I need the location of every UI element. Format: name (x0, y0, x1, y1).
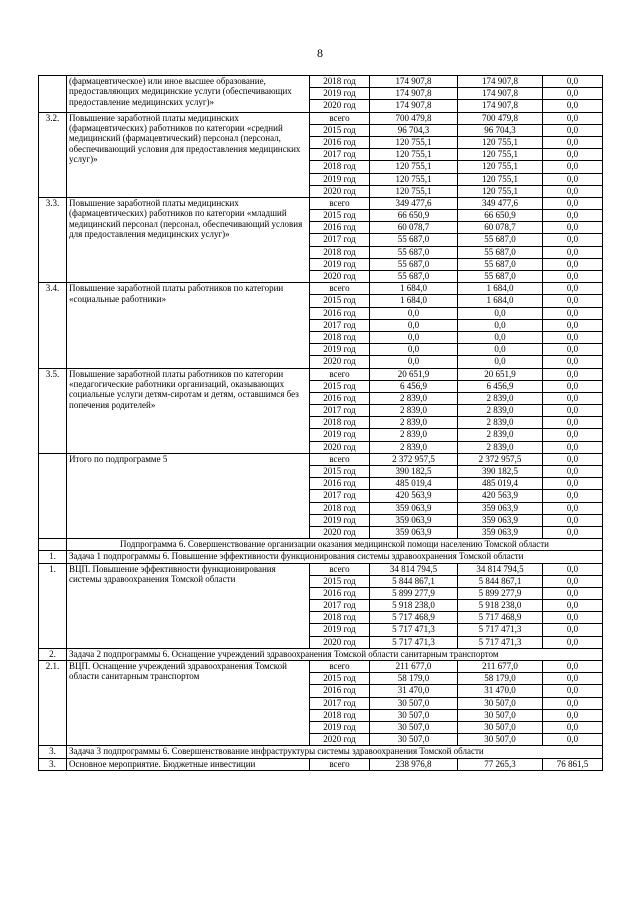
total-value: 0,0 (370, 319, 458, 331)
regional-value: 66 650,9 (458, 210, 543, 222)
item-name: Повышение заработной платы медицинских (фармацевтических) работников по категории «средний медицинский (фармацевтический) персонал (персонал, обеспечивающий условия для предоставления медицинских услуг)» (67, 112, 310, 197)
other-value: 0,0 (543, 709, 603, 721)
row-number: 3. (39, 746, 67, 758)
other-value: 0,0 (543, 587, 603, 599)
other-value: 0,0 (543, 295, 603, 307)
other-value: 0,0 (543, 124, 603, 136)
other-value: 0,0 (543, 405, 603, 417)
regional-value: 120 755,1 (458, 149, 543, 161)
total-value: 174 907,8 (370, 76, 458, 88)
row-number: 1. (39, 551, 67, 563)
year-cell: 2018 год (310, 417, 370, 429)
regional-value: 359 063,9 (458, 514, 543, 526)
year-cell: 2017 год (310, 490, 370, 502)
section-title: Задача 1 подпрограммы 6. Повышение эффективности функционирования системы здравоохранения Томской области (67, 551, 603, 563)
year-cell: 2020 год (310, 185, 370, 197)
year-cell: 2016 год (310, 222, 370, 234)
year-cell: 2017 год (310, 405, 370, 417)
year-cell: всего (310, 112, 370, 124)
total-value: 0,0 (370, 331, 458, 343)
other-value: 0,0 (543, 185, 603, 197)
year-cell: 2019 год (310, 88, 370, 100)
regional-value: 30 507,0 (458, 709, 543, 721)
year-cell: 2019 год (310, 173, 370, 185)
total-value: 30 507,0 (370, 709, 458, 721)
year-cell: всего (310, 563, 370, 575)
year-cell: 2020 год (310, 526, 370, 538)
total-value: 5 844 867,1 (370, 575, 458, 587)
total-value: 120 755,1 (370, 173, 458, 185)
other-value: 0,0 (543, 514, 603, 526)
total-value: 359 063,9 (370, 514, 458, 526)
table-row (39, 661, 603, 673)
item-name: Итого по подпрограмме 5 (67, 453, 310, 538)
total-value: 5 717 468,9 (370, 612, 458, 624)
total-value: 96 704,3 (370, 124, 458, 136)
year-cell: всего (310, 661, 370, 673)
total-value: 55 687,0 (370, 258, 458, 270)
other-value: 76 861,5 (543, 758, 603, 770)
regional-value: 120 755,1 (458, 185, 543, 197)
total-value: 30 507,0 (370, 721, 458, 733)
regional-value: 58 179,0 (458, 673, 543, 685)
regional-value: 2 839,0 (458, 441, 543, 453)
other-value: 0,0 (543, 112, 603, 124)
other-value: 0,0 (543, 234, 603, 246)
regional-value: 30 507,0 (458, 734, 543, 746)
total-value: 0,0 (370, 307, 458, 319)
row-number: 3. (39, 758, 67, 770)
other-value: 0,0 (543, 246, 603, 258)
year-cell: 2015 год (310, 295, 370, 307)
row-number (39, 539, 67, 551)
year-cell: всего (310, 197, 370, 209)
regional-value: 2 839,0 (458, 405, 543, 417)
year-cell: 2019 год (310, 258, 370, 270)
table-row (39, 197, 603, 209)
other-value: 0,0 (543, 600, 603, 612)
other-value: 0,0 (543, 283, 603, 295)
regional-value: 2 839,0 (458, 392, 543, 404)
regional-value: 174 907,8 (458, 88, 543, 100)
regional-value: 359 063,9 (458, 502, 543, 514)
other-value: 0,0 (543, 661, 603, 673)
other-value: 0,0 (543, 453, 603, 465)
total-value: 120 755,1 (370, 185, 458, 197)
row-number: 3.3. (39, 197, 67, 282)
year-cell: 2016 год (310, 392, 370, 404)
regional-value: 120 755,1 (458, 136, 543, 148)
total-value: 34 814 794,5 (370, 563, 458, 575)
year-cell: 2020 год (310, 271, 370, 283)
other-value: 0,0 (543, 197, 603, 209)
section-row (39, 539, 603, 551)
regional-value: 120 755,1 (458, 173, 543, 185)
regional-value: 211 677,0 (458, 661, 543, 673)
regional-value: 420 563,9 (458, 490, 543, 502)
total-value: 2 839,0 (370, 417, 458, 429)
other-value: 0,0 (543, 673, 603, 685)
other-value: 0,0 (543, 222, 603, 234)
other-value: 0,0 (543, 173, 603, 185)
year-cell: 2016 год (310, 478, 370, 490)
year-cell: 2020 год (310, 100, 370, 112)
total-value: 390 182,5 (370, 466, 458, 478)
table-row (39, 283, 603, 295)
other-value: 0,0 (543, 636, 603, 648)
other-value: 0,0 (543, 490, 603, 502)
regional-value: 1 684,0 (458, 295, 543, 307)
regional-value: 2 372 957,5 (458, 453, 543, 465)
other-value: 0,0 (543, 721, 603, 733)
regional-value: 55 687,0 (458, 246, 543, 258)
total-value: 238 976,8 (370, 758, 458, 770)
row-number: 1. (39, 563, 67, 648)
other-value: 0,0 (543, 149, 603, 161)
total-value: 5 717 471,3 (370, 624, 458, 636)
regional-value: 120 755,1 (458, 161, 543, 173)
other-value: 0,0 (543, 161, 603, 173)
item-name: Основное мероприятие. Бюджетные инвестиции (67, 758, 310, 770)
row-number (39, 76, 67, 113)
table-row (39, 76, 603, 88)
item-name: Повышение заработной платы медицинских (фармацевтических) работников по категории «младший медицинский персонал (персонал, обеспечивающий условия для предоставления медицинских услуг)» (67, 197, 310, 282)
other-value: 0,0 (543, 380, 603, 392)
total-value: 66 650,9 (370, 210, 458, 222)
total-value: 174 907,8 (370, 88, 458, 100)
regional-value: 34 814 794,5 (458, 563, 543, 575)
year-cell: 2017 год (310, 234, 370, 246)
regional-value: 5 717 471,3 (458, 636, 543, 648)
regional-value: 390 182,5 (458, 466, 543, 478)
total-value: 120 755,1 (370, 161, 458, 173)
regional-value: 0,0 (458, 319, 543, 331)
other-value: 0,0 (543, 466, 603, 478)
year-cell: 2018 год (310, 709, 370, 721)
section-title: Задача 2 подпрограммы 6. Оснащение учреждений здравоохранения Томской области санитарным транспортом (67, 648, 603, 660)
total-value: 349 477,6 (370, 197, 458, 209)
total-value: 359 063,9 (370, 502, 458, 514)
other-value: 0,0 (543, 526, 603, 538)
row-number: 2. (39, 648, 67, 660)
total-value: 120 755,1 (370, 149, 458, 161)
regional-value: 30 507,0 (458, 721, 543, 733)
year-cell: 2020 год (310, 636, 370, 648)
regional-value: 5 918 238,0 (458, 600, 543, 612)
budget-table (38, 75, 603, 771)
row-number: 3.4. (39, 283, 67, 368)
year-cell: 2019 год (310, 721, 370, 733)
regional-value: 2 839,0 (458, 417, 543, 429)
item-name: (фармацевтическое) или иное высшее образование, предоставляющих медицинские услуги (обеспечивающих предоставление медицинских услуг)» (67, 76, 310, 113)
total-value: 0,0 (370, 356, 458, 368)
total-value: 55 687,0 (370, 271, 458, 283)
regional-value: 55 687,0 (458, 271, 543, 283)
total-value: 700 479,8 (370, 112, 458, 124)
year-cell: всего (310, 758, 370, 770)
total-value: 5 899 277,9 (370, 587, 458, 599)
row-number: 3.5. (39, 368, 67, 453)
section-row (39, 648, 603, 660)
other-value: 0,0 (543, 697, 603, 709)
other-value: 0,0 (543, 319, 603, 331)
other-value: 0,0 (543, 734, 603, 746)
total-value: 5 918 238,0 (370, 600, 458, 612)
year-cell: 2018 год (310, 612, 370, 624)
regional-value: 0,0 (458, 344, 543, 356)
regional-value: 174 907,8 (458, 100, 543, 112)
other-value: 0,0 (543, 344, 603, 356)
regional-value: 5 717 471,3 (458, 624, 543, 636)
regional-value: 5 899 277,9 (458, 587, 543, 599)
other-value: 0,0 (543, 76, 603, 88)
other-value: 0,0 (543, 307, 603, 319)
year-cell: 2016 год (310, 136, 370, 148)
other-value: 0,0 (543, 563, 603, 575)
year-cell: 2016 год (310, 307, 370, 319)
total-value: 5 717 471,3 (370, 636, 458, 648)
item-name: ВЦП. Повышение эффективности функционирования системы здравоохранения Томской области (67, 563, 310, 648)
regional-value: 485 019,4 (458, 478, 543, 490)
regional-value: 20 651,9 (458, 368, 543, 380)
other-value: 0,0 (543, 331, 603, 343)
year-cell: 2016 год (310, 587, 370, 599)
total-value: 55 687,0 (370, 234, 458, 246)
other-value: 0,0 (543, 88, 603, 100)
total-value: 120 755,1 (370, 136, 458, 148)
other-value: 0,0 (543, 624, 603, 636)
regional-value: 700 479,8 (458, 112, 543, 124)
other-value: 0,0 (543, 612, 603, 624)
regional-value: 31 470,0 (458, 685, 543, 697)
other-value: 0,0 (543, 210, 603, 222)
year-cell: 2015 год (310, 575, 370, 587)
other-value: 0,0 (543, 685, 603, 697)
other-value: 0,0 (543, 441, 603, 453)
regional-value: 0,0 (458, 331, 543, 343)
year-cell: 2015 год (310, 124, 370, 136)
other-value: 0,0 (543, 417, 603, 429)
table-row (39, 112, 603, 124)
regional-value: 0,0 (458, 356, 543, 368)
year-cell: 2015 год (310, 210, 370, 222)
regional-value: 96 704,3 (458, 124, 543, 136)
section-row (39, 551, 603, 563)
other-value: 0,0 (543, 136, 603, 148)
section-title: Подпрограмма 6. Совершенствование организации оказания медицинской помощи населению Томской области (67, 539, 603, 551)
other-value: 0,0 (543, 356, 603, 368)
table-row (39, 758, 603, 770)
row-number (39, 453, 67, 538)
other-value: 0,0 (543, 502, 603, 514)
year-cell: 2017 год (310, 600, 370, 612)
total-value: 6 456,9 (370, 380, 458, 392)
section-title: Задача 3 подпрограммы 6. Совершенствование инфраструктуры системы здравоохранения Томской области (67, 746, 603, 758)
other-value: 0,0 (543, 258, 603, 270)
total-value: 58 179,0 (370, 673, 458, 685)
year-cell: 2018 год (310, 246, 370, 258)
total-value: 359 063,9 (370, 526, 458, 538)
year-cell: 2015 год (310, 466, 370, 478)
regional-value: 0,0 (458, 307, 543, 319)
row-number: 3.2. (39, 112, 67, 197)
table-row (39, 368, 603, 380)
total-value: 55 687,0 (370, 246, 458, 258)
regional-value: 349 477,6 (458, 197, 543, 209)
total-value: 2 372 957,5 (370, 453, 458, 465)
other-value: 0,0 (543, 392, 603, 404)
item-name: Повышение заработной платы работников по категории «педагогические работники организаций, оказывающих социальные услуги детям-сиротам и детям, оставшимся без попечения родителей» (67, 368, 310, 453)
year-cell: 2016 год (310, 685, 370, 697)
other-value: 0,0 (543, 271, 603, 283)
total-value: 30 507,0 (370, 734, 458, 746)
total-value: 20 651,9 (370, 368, 458, 380)
other-value: 0,0 (543, 429, 603, 441)
total-value: 174 907,8 (370, 100, 458, 112)
regional-value: 55 687,0 (458, 234, 543, 246)
year-cell: 2018 год (310, 161, 370, 173)
year-cell: 2020 год (310, 441, 370, 453)
total-value: 2 839,0 (370, 429, 458, 441)
year-cell: всего (310, 283, 370, 295)
regional-value: 5 844 867,1 (458, 575, 543, 587)
year-cell: 2020 год (310, 356, 370, 368)
other-value: 0,0 (543, 368, 603, 380)
regional-value: 5 717 468,9 (458, 612, 543, 624)
year-cell: 2018 год (310, 76, 370, 88)
year-cell: 2017 год (310, 149, 370, 161)
year-cell: всего (310, 368, 370, 380)
year-cell: 2019 год (310, 429, 370, 441)
year-cell: 2019 год (310, 344, 370, 356)
regional-value: 1 684,0 (458, 283, 543, 295)
year-cell: 2015 год (310, 673, 370, 685)
regional-value: 6 456,9 (458, 380, 543, 392)
total-value: 0,0 (370, 344, 458, 356)
year-cell: 2020 год (310, 734, 370, 746)
year-cell: всего (310, 453, 370, 465)
regional-value: 174 907,8 (458, 76, 543, 88)
row-number: 2.1. (39, 661, 67, 746)
total-value: 2 839,0 (370, 392, 458, 404)
year-cell: 2019 год (310, 514, 370, 526)
total-value: 1 684,0 (370, 283, 458, 295)
regional-value: 359 063,9 (458, 526, 543, 538)
regional-value: 77 265,3 (458, 758, 543, 770)
page-number: 8 (317, 46, 323, 60)
year-cell: 2015 год (310, 380, 370, 392)
regional-value: 60 078,7 (458, 222, 543, 234)
total-value: 2 839,0 (370, 441, 458, 453)
total-value: 485 019,4 (370, 478, 458, 490)
total-value: 60 078,7 (370, 222, 458, 234)
regional-value: 55 687,0 (458, 258, 543, 270)
total-value: 31 470,0 (370, 685, 458, 697)
item-name: ВЦП. Оснащение учреждений здравоохранения Томской области санитарным транспортом (67, 661, 310, 746)
total-value: 2 839,0 (370, 405, 458, 417)
year-cell: 2018 год (310, 502, 370, 514)
year-cell: 2019 год (310, 624, 370, 636)
other-value: 0,0 (543, 478, 603, 490)
other-value: 0,0 (543, 100, 603, 112)
section-row (39, 746, 603, 758)
year-cell: 2017 год (310, 697, 370, 709)
other-value: 0,0 (543, 575, 603, 587)
year-cell: 2017 год (310, 319, 370, 331)
regional-value: 2 839,0 (458, 429, 543, 441)
total-value: 30 507,0 (370, 697, 458, 709)
total-value: 420 563,9 (370, 490, 458, 502)
table-row (39, 453, 603, 465)
item-name: Повышение заработной платы работников по категории «социальные работники» (67, 283, 310, 368)
year-cell: 2018 год (310, 331, 370, 343)
regional-value: 30 507,0 (458, 697, 543, 709)
total-value: 1 684,0 (370, 295, 458, 307)
table-row (39, 563, 603, 575)
total-value: 211 677,0 (370, 661, 458, 673)
